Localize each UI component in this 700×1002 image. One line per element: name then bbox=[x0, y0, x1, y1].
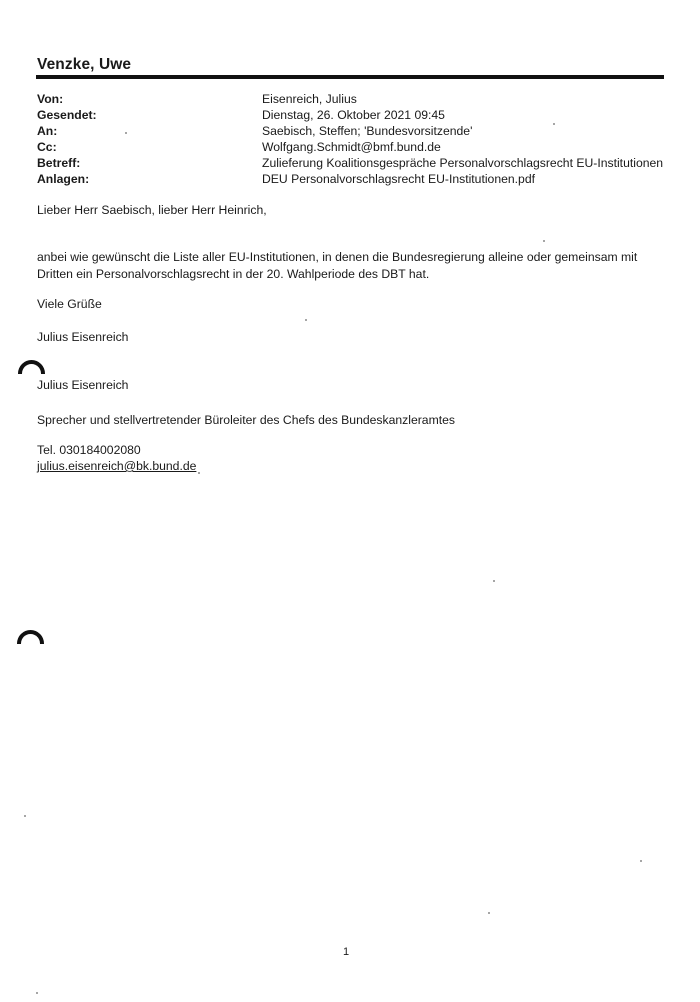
subject-label: Betreff: bbox=[37, 156, 81, 170]
scan-speck bbox=[36, 992, 38, 994]
email-header-block bbox=[37, 91, 667, 187]
header-row-sent bbox=[37, 107, 667, 123]
scan-speck bbox=[553, 123, 555, 125]
scan-speck bbox=[305, 319, 307, 321]
page-number: 1 bbox=[343, 946, 350, 958]
body-line-2: Dritten ein Personalvorschlagsrecht in der 20. Wahlperiode des DBT hat. bbox=[37, 267, 430, 281]
cc-label: Cc: bbox=[37, 140, 57, 154]
sent-value: Dienstag, 26. Oktober 2021 09:45 bbox=[262, 108, 445, 122]
scan-speck bbox=[24, 815, 26, 817]
to-label: An: bbox=[37, 124, 58, 138]
scan-speck bbox=[198, 472, 200, 474]
greeting: Lieber Herr Saebisch, lieber Herr Heinrich, bbox=[37, 203, 267, 217]
signature-email-link[interactable]: julius.eisenreich@bk.bund.de bbox=[37, 459, 197, 473]
from-value: Eisenreich, Julius bbox=[262, 92, 357, 106]
closing: Viele Grüße bbox=[37, 297, 102, 311]
body-line-1: anbei wie gewünscht die Liste aller EU-Institutionen, in denen die Bundesregierung alleine oder gemeinsam mit bbox=[37, 250, 638, 264]
scan-speck bbox=[543, 240, 545, 242]
to-value: Saebisch, Steffen; 'Bundesvorsitzende' bbox=[262, 124, 473, 138]
header-divider bbox=[36, 75, 664, 79]
scan-speck bbox=[125, 132, 127, 134]
header-row-subject bbox=[37, 155, 667, 171]
signature-phone: Tel. 030184002080 bbox=[37, 443, 141, 457]
attachments-label: Anlagen: bbox=[37, 172, 90, 186]
redaction-mark bbox=[18, 360, 45, 374]
header-row-to bbox=[37, 123, 667, 139]
scan-speck bbox=[493, 580, 495, 582]
redaction-mark bbox=[17, 630, 44, 644]
mailbox-owner-name: Venzke, Uwe bbox=[37, 56, 132, 73]
cc-value: Wolfgang.Schmidt@bmf.bund.de bbox=[262, 140, 441, 154]
scan-speck bbox=[640, 860, 642, 862]
header-row-cc bbox=[37, 139, 667, 155]
header-row-from bbox=[37, 91, 667, 107]
sent-label: Gesendet: bbox=[37, 108, 97, 122]
signature-title: Sprecher und stellvertretender Büroleiter des Chefs des Bundeskanzleramtes bbox=[37, 413, 455, 427]
signature-name: Julius Eisenreich bbox=[37, 378, 129, 392]
attachments-value: DEU Personalvorschlagsrecht EU-Institutionen.pdf bbox=[262, 172, 535, 186]
from-label: Von: bbox=[37, 92, 64, 106]
header-row-attachments bbox=[37, 171, 667, 187]
subject-value: Zulieferung Koalitionsgespräche Personalvorschlagsrecht EU-Institutionen bbox=[262, 156, 664, 170]
scan-speck bbox=[488, 912, 490, 914]
signoff-name: Julius Eisenreich bbox=[37, 330, 129, 344]
